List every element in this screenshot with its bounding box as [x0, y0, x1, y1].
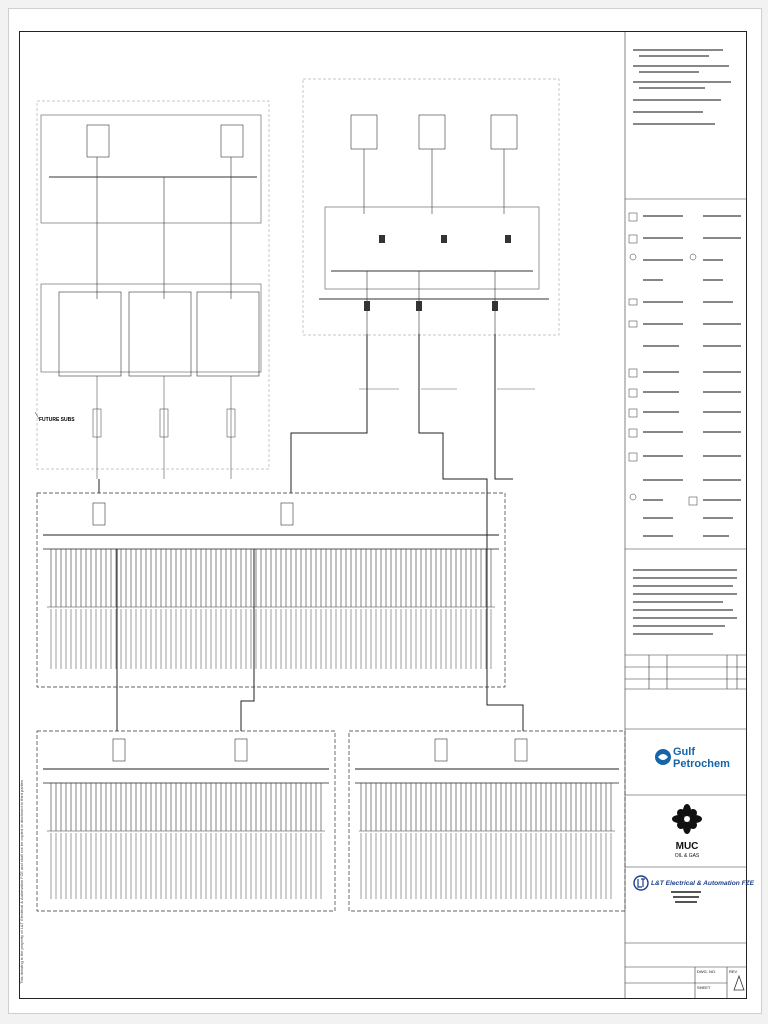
legend-symbols [629, 213, 697, 505]
middle-mcc [37, 493, 505, 687]
muc-flower-icon [672, 804, 702, 834]
lower-right-mcc [349, 731, 625, 911]
contractor-name: L&T Electrical & Automation FZE [651, 880, 755, 887]
upper-right-substation [303, 79, 559, 335]
client-logo [649, 737, 729, 777]
contractor-block [631, 871, 755, 927]
lt-logo-icon [634, 876, 648, 890]
side-note: This drawing is the property of L&T Electrical & Automation FZE and shall not be copied or disclosed to third parties [19, 779, 24, 984]
consultant-logo [637, 799, 737, 863]
feeder-cables [99, 334, 523, 731]
lower-left-mcc [37, 731, 335, 911]
sheet-label: SHEET [697, 985, 711, 990]
north-triangle-icon [733, 975, 745, 991]
future-subs-label: FUTURE SUBS [39, 417, 75, 423]
drawing-sheet [8, 8, 762, 1014]
client-name-line1: Gulf [673, 746, 695, 758]
consultant-name: MUC [675, 841, 699, 852]
dwg-no-label: DWG. NO. [697, 969, 717, 974]
rev-label: REV [729, 969, 738, 974]
consultant-sub: OIL & GAS [674, 853, 700, 859]
client-name-line2: Petrochem [673, 758, 730, 770]
upper-left-substation [35, 101, 269, 479]
